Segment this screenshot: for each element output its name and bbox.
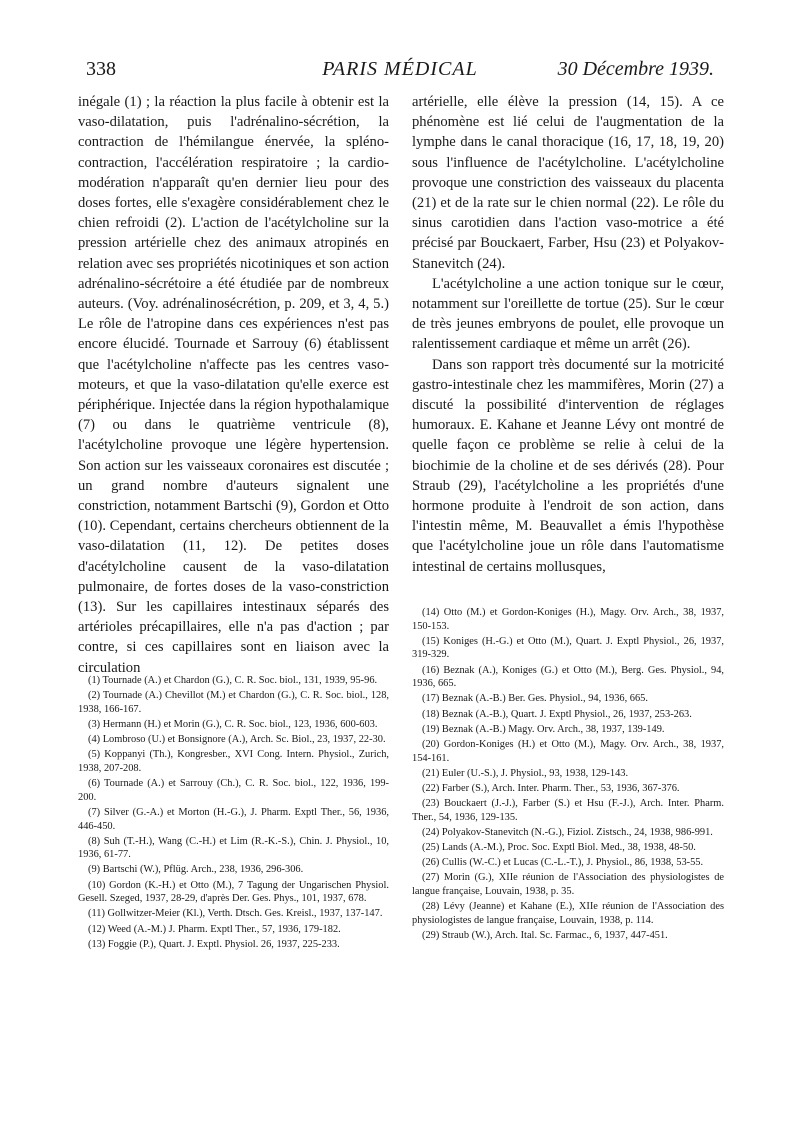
footnote: (25) Lands (A.-M.), Proc. Soc. Exptl Biol. Med., 38, 1938, 48-50. <box>422 842 696 854</box>
running-header <box>86 58 714 86</box>
footnote: (8) Suh (T.-H.), Wang (C.-H.) et Lim (R.-K.-S.), Chin. J. Physiol., 10, 1936, 61-77. <box>78 835 389 861</box>
footnote: (27) Morin (G.), XIIe réunion de l'Association des physiologistes de langue française, Louvain, 1938, p. 35. <box>412 872 724 897</box>
footnote: (1) Tournade (A.) et Chardon (G.), C. R. Soc. biol., 131, 1939, 95-96. <box>88 675 378 686</box>
paragraph: L'acétylcholine a une action tonique sur le cœur, notamment sur l'oreillette de tortue (25). Sur le cœur de très jeunes embryons de poulet, elle provoque un ralentissement cardiaque et même un arrêt (26). <box>412 275 724 353</box>
right-text-column <box>412 92 724 577</box>
footnote: (23) Bouckaert (J.-J.), Farber (S.) et Hsu (F.-J.), Arch. Inter. Pharm. Ther., 54, 1936, 129-135. <box>412 798 724 823</box>
paragraph: artérielle, elle élève la pression (14, 15). A ce phénomène est lié celui de l'augmentation de la lymphe dans le canal thoracique (16, 17, 18, 19, 20) sous l'influence de l'acétylcholine. L'acétylcholine provoque une constriction des vaisseaux du placenta (21) et de la rate sur le chien normal (22). Le rôle du sinus carotidien dans l'action vaso-motrice a été précisé par Bouckaert, Farber, Hsu (23) et Polyakov-Stanevitch (24). <box>412 94 724 272</box>
footnote: (16) Beznak (A.), Koniges (G.) et Otto (M.), Berg. Ges. Physiol., 94, 1936, 665. <box>412 664 724 690</box>
left-text-column <box>78 92 389 678</box>
footnote: (2) Tournade (A.) Chevillot (M.) et Chardon (G.), C. R. Soc. biol., 128, 1938, 166-167. <box>78 690 389 715</box>
footnote: (29) Straub (W.), Arch. Ital. Sc. Farmac., 6, 1937, 447-451. <box>422 929 668 941</box>
paragraph: Dans son rapport très documenté sur la motricité gastro-intestinale chez les mammifères, Morin (27) a discuté la possibilité d'intervention de réglages humoraux. E. Kahane et Jeanne Lévy ont montré de quelle façon ce problème se relie à celui de la biochimie de la choline et de ses dérivés (28). Pour Straub (29), l'acétylcholine a les propriétés d'une hormone produite à l'endroit de son action, dans l'intestin même, M. Beauvallet a émis l'hypothèse que l'acétylcholine joue un rôle dans l'automatisme intestinal de certains mollusques, <box>412 356 724 575</box>
footnote: (19) Beznak (A.-B.) Magy. Orv. Arch., 38, 1937, 139-149. <box>422 723 665 735</box>
footnote: (18) Beznak (A.-B.), Quart. J. Exptl Physiol., 26, 1937, 253-263. <box>422 708 692 720</box>
footnote: (14) Otto (M.) et Gordon-Koniges (H.), Magy. Orv. Arch., 38, 1937, 150-153. <box>412 607 724 632</box>
footnote: (5) Koppanyi (Th.), Kongresber., XVI Cong. Intern. Physiol., Zurich, 1938, 207-208. <box>78 749 389 774</box>
footnote: (22) Farber (S.), Arch. Inter. Pharm. Ther., 53, 1936, 367-376. <box>422 782 680 794</box>
left-footnotes <box>78 674 389 953</box>
footnote: (6) Tournade (A.) et Sarrouy (Ch.), C. R. Soc. biol., 122, 1936, 199-200. <box>78 778 389 803</box>
footnote: (13) Foggie (P.), Quart. J. Exptl. Physiol. 26, 1937, 225-233. <box>88 938 340 950</box>
footnote: (9) Bartschi (W.), Pflüg. Arch., 238, 1936, 296-306. <box>88 864 304 876</box>
footnote: (11) Gollwitzer-Meier (Kl.), Verth. Dtsch. Ges. Kreisl., 1937, 137-147. <box>88 908 383 920</box>
issue-date: 30 Décembre 1939. <box>557 58 714 80</box>
footnote: (21) Euler (U.-S.), J. Physiol., 93, 1938, 129-143. <box>422 767 629 779</box>
footnote: (10) Gordon (K.-H.) et Otto (M.), 7 Tagung der Ungarischen Physiol. Gesell. Szeged, 1937, 28-29, d'après Der. Ges. Phys., 101, 1937, 678. <box>78 879 389 905</box>
footnote: (12) Weed (A.-M.) J. Pharm. Exptl Ther., 57, 1936, 179-182. <box>88 923 341 935</box>
footnote: (17) Beznak (A.-B.) Ber. Ges. Physiol., 94, 1936, 665. <box>422 693 648 705</box>
footnote: (24) Polyakov-Stanevitch (N.-G.), Fiziol. Zistsch., 24, 1938, 986-991. <box>422 826 713 838</box>
page-number: 338 <box>86 58 116 80</box>
footnote: (3) Hermann (H.) et Morin (G.), C. R. Soc. biol., 123, 1936, 600-603. <box>88 718 378 730</box>
footnote: (15) Koniges (H.-G.) et Otto (M.), Quart. J. Exptl Physiol., 26, 1937, 319-329. <box>412 635 724 661</box>
journal-title: PARIS MÉDICAL <box>322 58 478 80</box>
footnote: (7) Silver (G.-A.) et Morton (H.-G.), J. Pharm. Exptl Ther., 56, 1936, 446-450. <box>78 806 389 832</box>
footnote: (26) Cullis (W.-C.) et Lucas (C.-L.-T.), J. Physiol., 86, 1938, 53-55. <box>422 857 704 869</box>
footnote: (20) Gordon-Koniges (H.) et Otto (M.), Magy. Orv. Arch., 38, 1937, 154-161. <box>412 738 724 764</box>
footnote: (28) Lévy (Jeanne) et Kahane (E.), XIIe réunion de l'Association des physiologistes de langue française, Louvain, 1938, p. 114. <box>412 901 724 926</box>
footnote: (4) Lombroso (U.) et Bonsignore (A.), Arch. Sc. Biol., 23, 1937, 22-30. <box>88 734 386 746</box>
paragraph: inégale (1) ; la réaction la plus facile à obtenir est la vaso-dilatation, puis l'adrénalino-sécrétion, la contraction de l'hémilangue énervée, la spléno-contraction, l'accélération respiratoire ; la cardio-modération n'apparaît qu'en dernier lieu pour des doses fortes, elle s'exagère considérablement chez le chien refroidi (2). L'action de l'acétylcholine sur la pression artérielle chez des animaux atropinés en relation avec ses propriétés nicotiniques et son action adrénalino-sécrétoire a été étudiée par de nombreux auteurs. (Voy. adrénalinosécrétion, p. 209, et 3, 4, 5.) Le rôle de l'atropine dans ces expériences n'est pas encore élucidé. Tournade et Sarrouy (6) établissent que l'acétylcholine n'affecte pas les centres vaso-moteurs, et que la vaso-dilatation qu'elle exerce est périphérique. Injectée dans la région hypothalamique (7) ou dans le quatrième ventricule (8), l'acétylcholine provoque une légère hypertension. Son action sur les vaisseaux coronaires est discutée ; un grand nombre d'auteurs signalent une constriction, notamment Bartschi (9), Gordon et Otto (10). Cependant, certains chercheurs obtiennent de la vaso-dilatation (11, 12). De petites doses d'acétylcholine causent de la vaso-dilatation pulmonaire, de fortes doses de la vaso-constriction (13). Sur les capillaires intestinaux séparés des artérioles précapillaires, elle n'a pas d'action ; par contre, si ces capillaires sont en liaison avec la circulation <box>78 94 389 676</box>
right-footnotes <box>412 606 724 944</box>
